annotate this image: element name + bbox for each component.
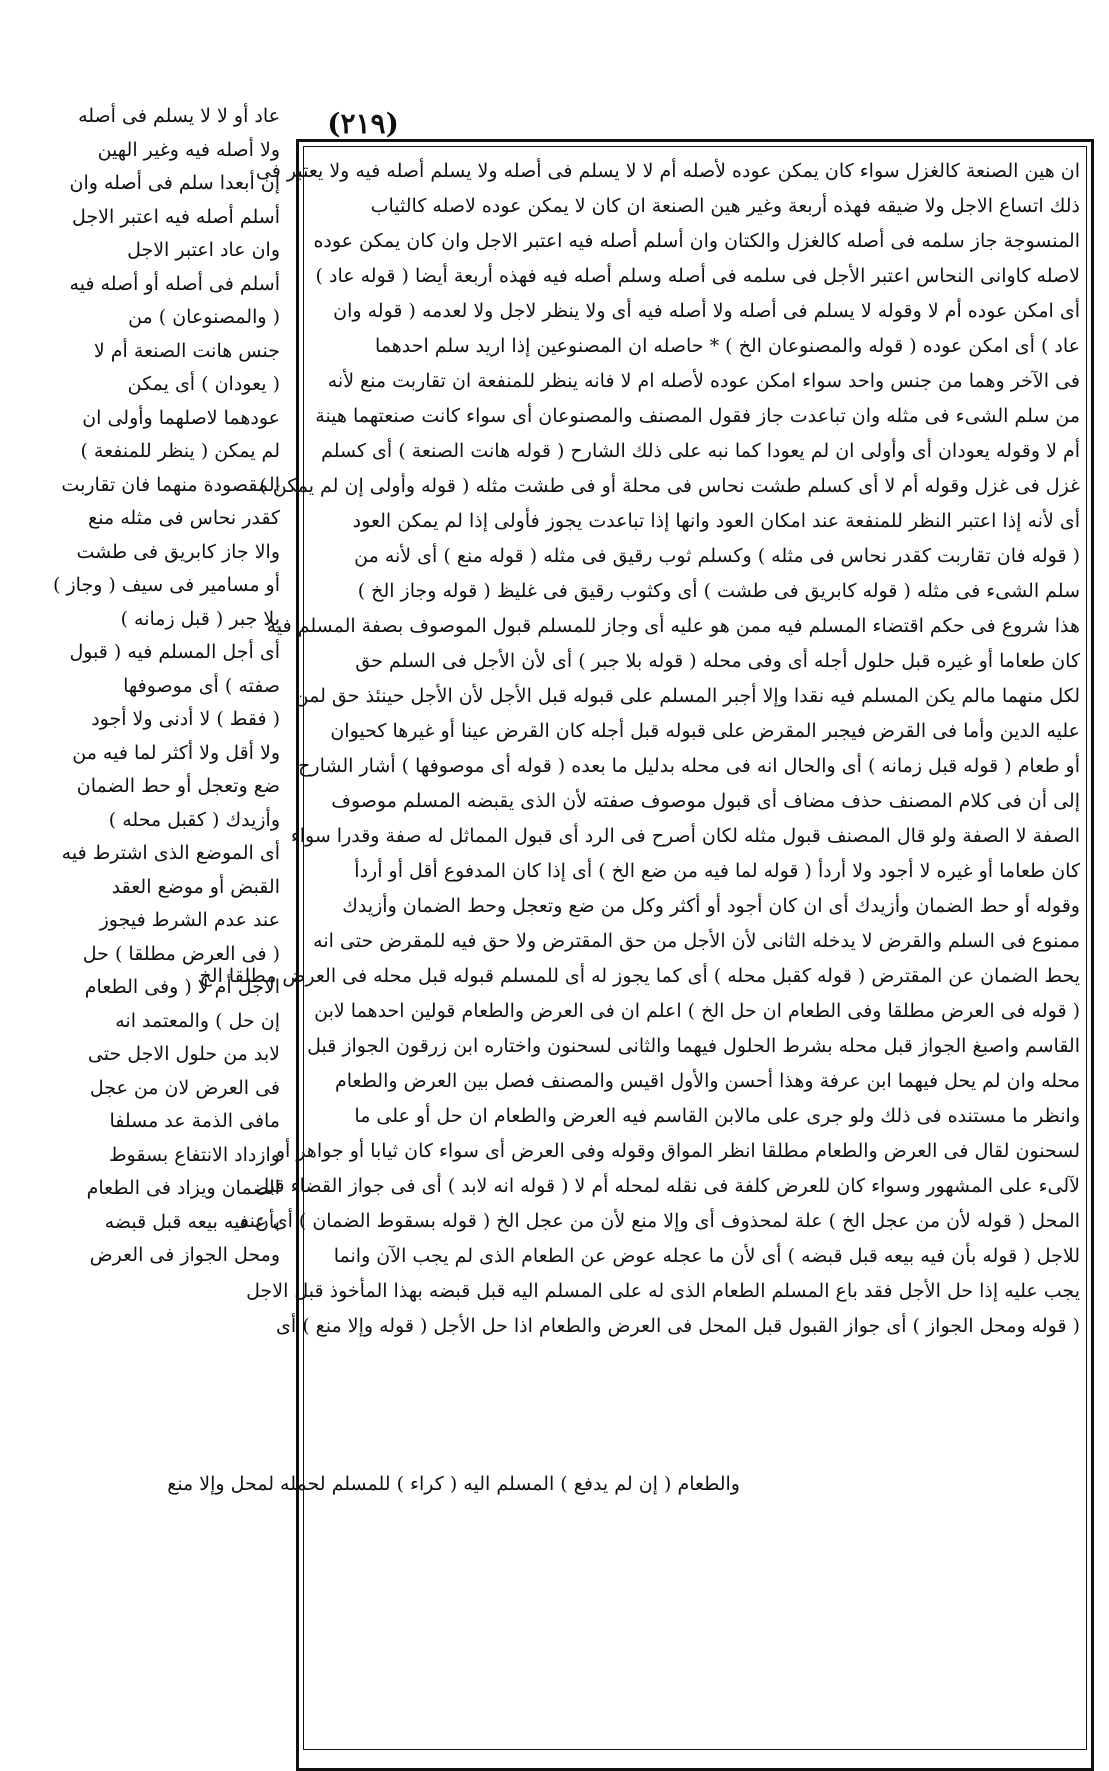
commentary-line: للاجل ( قوله بأن فيه بيعه قبل قبضه ) أى لأن ما عجله عوض عن الطعام الذى لم يجب الآن وانما	[333, 1245, 1080, 1267]
commentary-line: ( قوله فان تقاربت كقدر نحاس فى مثله ) وكسلم ثوب رقيق فى مثله ( قوله منع ) أى لأنه من	[354, 545, 1080, 567]
commentary-line: المحل ( قوله لأن من عجل الخ ) علة لمحذوف أى وإلا منع لأن من عجل الخ ( قوله بسقوط الضمان ) أى عنه	[239, 1210, 1080, 1232]
commentary-line: لسحنون لقال فى العرض والطعام مطلقا انظر المواق وقوله وفى العرض أى سواء كان ثيابا أو جواهر أو	[275, 1140, 1080, 1162]
commentary-line: سلم الشىء فى مثله ( قوله كابريق فى طشت ) أى وكثوب رقيق فى غليظ ( قوله وجاز الخ )	[357, 580, 1080, 602]
commentary-line: لكل منهما مالم يكن المسلم فيه نقدا وإلا أجبر المسلم على قبوله قبل الأجل لأن الأجل حينئذ حق لمن	[294, 685, 1080, 707]
matn-continuation-line: والطعام ( إن لم يدفع ) المسلم اليه ( كراء ) للمسلم لحمله لمحل وإلا منع	[167, 1473, 740, 1495]
page-number: (٢١٩)	[327, 107, 399, 140]
margin-line: أى الموضع الذى اشترط فيه	[61, 842, 280, 864]
commentary-line: يحط الضمان عن المقترض ( قوله كقبل محله ) أى كما يجوز له أى للمسلم قبوله قبل محله فى العرض مطلقا الخ	[199, 965, 1080, 987]
margin-line: ولا أصله فيه وغير الهين	[97, 138, 280, 161]
commentary-line: ان هين الصنعة كالغزل سواء كان يمكن عوده لأصله أم لا لا يسلم فى أصله ولا يسلم أصله فيه ولا يعتبر فى	[255, 160, 1080, 182]
commentary-line: كان طعاما أو غيره قبل حلول أجله أى وفى محله ( قوله بلا جبر ) أى لأن الأجل فى السلم حق	[355, 650, 1080, 672]
commentary-line: إلى أن فى كلام المصنف حذف مضاف أى قبول موصوف صفته لأن الذى يقبضه المسلم موصوف	[331, 790, 1080, 812]
margin-line: جنس هانت الصنعة أم لا	[93, 339, 280, 362]
commentary-line: وانظر ما مستنده فى ذلك ولو جرى على مالابن القاسم فيه العرض والطعام ان حل أو على ما	[354, 1105, 1080, 1127]
margin-line: لم يمكن ( ينظر للمنفعة )	[80, 440, 280, 462]
margin-line: عودهما لاصلهما وأولى ان	[82, 406, 280, 429]
matn-margin-column	[8, 100, 280, 1273]
margin-line: الضمان ويزاد فى الطعام	[86, 1177, 280, 1199]
commentary-line: أى لأنه إذا اعتبر النظر للمنفعة عند امكان العود وانها إذا تباعدت يجوز فأولى إذا لم يمكن العود	[352, 510, 1080, 532]
commentary-line: كان طعاما أو غيره لا أجود ولا أردأ ( قوله لما فيه من ضع الخ ) أى إذا كان المدفوع أقل أو أردأ	[354, 860, 1080, 882]
commentary-line: المنسوجة جاز سلمه فى أصله كالغزل والكتان وان أسلم أصله فيه اعتبر الاجل وان كان يمكن عوده	[313, 230, 1080, 252]
commentary-line: أى امكن عوده أم لا وقوله لا يسلم فى أصله ولا أصله فيه أى ولا ينظر لاجل ولا لعدمه ( قوله وان	[333, 300, 1080, 322]
margin-line: فى العرض لان من عجل	[89, 1076, 280, 1099]
margin-line: أسلم أصله فيه اعتبر الاجل	[72, 205, 280, 228]
margin-line: إن أبعدا سلم فى أصله وان	[69, 172, 280, 194]
commentary-line: ( قوله فى العرض مطلقا وفى الطعام ان حل الخ ) اعلم ان فى العرض والطعام قولين احدهما لابن	[314, 1000, 1080, 1022]
margin-line: وأزيدك ( كقبل محله )	[108, 808, 280, 831]
margin-line: ضع وتعجل أو حط الضمان	[76, 775, 280, 797]
commentary-line: وقوله أو حط الضمان وأزيدك أى ان كان أجود أو أكثر وكل من ضع وتعجل وحط الضمان وأزيدك	[342, 895, 1080, 917]
commentary-line: يجب عليه إذا حل الأجل فقد باع المسلم الطعام الذى له على المسلم اليه قبل قبضه بهذا المأخوذ قبل الاجل	[246, 1280, 1080, 1302]
commentary-line: القاسم واصبغ الجواز قبل محله بشرط الحلول فيهما والثانى لسحنون واختاره ابن زرقون الجواز قبل	[307, 1035, 1080, 1057]
margin-line: الاجل أم لا ( وفى الطعام	[84, 976, 280, 998]
commentary-line: عاد ) أى امكن عوده ( قوله والمصنوعان الخ ) * حاصله ان المصنوعين إذا اريد سلم احدهما	[374, 335, 1080, 357]
margin-line: صفته ) أى موصوفها	[123, 674, 280, 697]
commentary-line: من سلم الشىء فى مثله وان تباعدت جاز فقول المصنف والمصنوعان أى سواء كانت صنعتهما هينة	[315, 405, 1080, 427]
margin-line: لابد من حلول الاجل حتى	[87, 1043, 280, 1065]
commentary-line: عليه الدين وأما فى القرض فيجبر المقرض على قبوله قبل أجله كان القرض عينا أو غيرها كحيوان	[330, 720, 1080, 742]
margin-line: ولا أقل ولا أكثر لما فيه من	[72, 741, 280, 764]
commentary-line: غزل فى غزل وقوله أم لا أى كسلم طشت نحاس فى محلة أو فى طشت مثله ( قوله وأولى إن لم يمكن )	[259, 475, 1080, 497]
margin-line: وازداد الانتفاع بسقوط	[108, 1143, 280, 1166]
commentary-line: لاصله كاوانى النحاس اعتبر الأجل فى سلمه فى أصله وسلم أصله فيه فهذه أربعة أيضا ( قوله عاد )	[315, 265, 1080, 287]
margin-line: أو مسامير فى سيف ( وجاز )	[53, 574, 280, 596]
commentary-line: محله وان لم يحل فيهما ابن عرفة وهذا أحسن والأول اقيس والمصنف فصل بين العرض والطعام	[334, 1070, 1080, 1092]
margin-line: عاد أو لا لا يسلم فى أصله	[78, 105, 280, 127]
margin-line: بلا جبر ( قبل زمانه )	[120, 607, 280, 630]
margin-line: القبض أو موضع العقد	[111, 875, 280, 898]
commentary-line: فى الآخر وهما من جنس واحد سواء امكن عوده لأصله ام لا فانه ينظر للمنفعة ان تقاربت منع لأنه	[327, 370, 1080, 392]
commentary-line: ممنوع فى السلم والقرض لا يدخله الثانى لأن الأجل من حق المقترض ولا حق فيه للمقرض حتى انه	[313, 930, 1080, 952]
commentary-line: هذا شروع فى حكم اقتضاء المسلم فيه ممن هو عليه أى وجاز للمسلم قبول الموصوف بصفة المسلم فيه	[266, 615, 1080, 637]
margin-line: ( والمصنوعان ) من	[128, 306, 280, 328]
commentary-line: لآلىء على المشهور وسواء كان للعرض كلفة فى نقله لمحله أم لا ( قوله انه لابد ) أى فى جواز القضاء قبل	[255, 1175, 1080, 1197]
margin-line: ( فى العرض مطلقا ) حل	[82, 942, 280, 965]
commentary-line: ذلك اتساع الاجل ولا ضيقه فهذه أربعة وغير هين الصنعة ان كان لا يمكن عوده لاصله كالثياب	[370, 195, 1080, 217]
margin-line: ( فقط ) لا أدنى ولا أجود	[91, 708, 280, 730]
margin-line: كقدر نحاس فى مثله منع	[88, 507, 280, 529]
commentary-line: ( قوله ومحل الجواز ) أى جواز القبول قبل المحل فى العرض والطعام اذا حل الأجل ( قوله وإلا منع ) أى	[276, 1315, 1080, 1337]
margin-line: المقصودة منهما فان تقاربت	[61, 473, 280, 496]
margin-line: والا جاز كابريق فى طشت	[76, 540, 280, 563]
margin-line: ومحل الجواز فى العرض	[89, 1244, 280, 1266]
commentary-line: أم لا وقوله يعودان أى وأولى ان لم يعودا كما نبه على ذلك الشارح ( قوله هانت الصنعة ) أى كسلم	[321, 440, 1080, 462]
margin-line: ( يعودان ) أى يمكن	[127, 373, 280, 395]
margin-line: وان عاد اعتبر الاجل	[127, 239, 280, 261]
margin-line: عند عدم الشرط فيجوز	[99, 909, 280, 931]
margin-line: أسلم فى أصله أو أصله فيه	[69, 272, 280, 295]
margin-line: بأن فيه بيعه قبل قبضه	[104, 1210, 280, 1233]
margin-line: أى أجل المسلم فيه ( قبول	[69, 641, 280, 663]
commentary-line: أو طعام ( قوله قبل زمانه ) أى والحال انه فى محله بدليل ما بعده ( قوله أى موصوفها ) أشار الشارح	[298, 755, 1080, 777]
margin-line: مافى الذمة عد مسلفا	[109, 1110, 280, 1132]
commentary-line: الصفة لا الصفة ولو قال المصنف قبول مثله لكان أصرح فى الرد أى قبول المماثل له صفة وقدرا سواء	[290, 825, 1080, 847]
margin-line: إن حل ) والمعتمد انه	[115, 1009, 280, 1032]
